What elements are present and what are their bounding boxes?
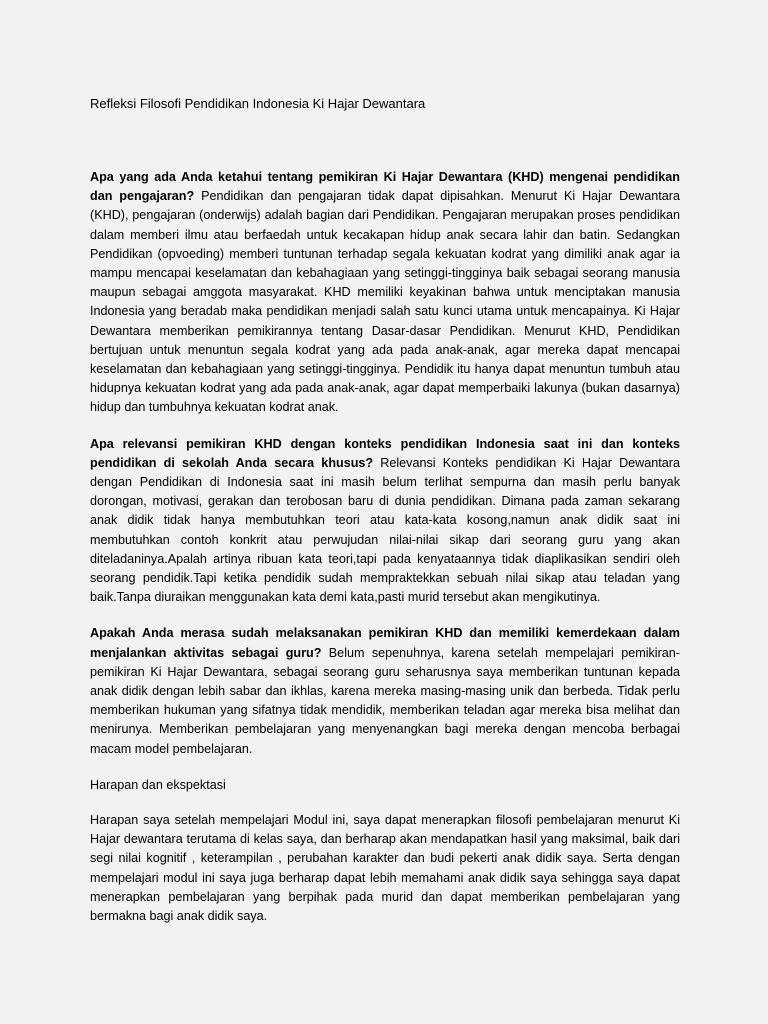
document-title: Refleksi Filosofi Pendidikan Indonesia Ki Hajar Dewantara (90, 96, 426, 111)
paragraph-khd-thoughts (90, 168, 680, 418)
question-relevance: Apa relevansi pemikiran KHD dengan konteks pendidikan Indonesia saat ini dan konteks pendidikan di sekolah Anda secara khusus? (90, 436, 680, 470)
answer-khd-thoughts: Pendidikan dan pengajaran tidak dapat dipisahkan. Menurut Ki Hajar Dewantara (KHD), pengajaran (onderwijs) adalah bagian dari Pendidikan. Pengajaran merupakan proses pendidikan dalam memberi ilmu atau berfaedah untuk kecakapan hidup anak secara lahir dan batin. Sedangkan Pendidikan (opvoeding) memberi tuntunan terhadap segala kekuatan kodrat yang dimiliki anak agar ia mampu mencapai keselamatan dan kebahagiaan yang setinggi-tingginya baik sebagai seorang manusia maupun sebagai amggota masyarakat. KHD memiliki keyakinan bahwa untuk menciptakan manusia Indonesia yang beradab maka pendidikan menjadi salah satu kunci utama untuk mencapainya. Ki Hajar Dewantara memberikan pemikirannya tentang Dasar-dasar Pendidikan. Menurut KHD, Pendidikan bertujuan untuk menuntun segala kodrat yang ada pada anak-anak, agar mereka dapat mencapai keselamatan dan kebahagiaan yang setinggi-tingginya. Pendidik itu hanya dapat menuntun tumbuh atau hidupnya kekuatan kodrat yang ada pada anak-anak, agar dapat memperbaiki lakunya (bukan dasarnya) hidup dan tumbuhnya kekuatan kodrat anak. (90, 189, 680, 415)
document-body (90, 95, 680, 943)
answer-implementation: Belum sepenuhnya, karena setelah mempelajari pemikiran-pemikiran Ki Hajar Dewantara, sebagai seorang guru seharusnya saya memberikan tuntunan kepada anak didik dengan lebih sabar dan ikhlas, karena mereka masing-masing unik dan berbeda. Tidak perlu memberikan hukuman yang sifatnya tidak mendidik, memberikan teladan agar mereka bisa melihat dan menirunya. Memberikan pembelajaran yang menyenangkan bagi mereka dengan mencoba berbagai macam model pembelajaran. (90, 645, 680, 756)
question-implementation: Apakah Anda merasa sudah melaksanakan pemikiran KHD dan memiliki kemerdekaan dalam menjalankan aktivitas sebagai guru? (90, 626, 680, 660)
answer-relevance: Relevansi Konteks pendidikan Ki Hajar Dewantara dengan Pendidikan di Indonesia saat ini masih belum terlihat sempurna dan masih perlu banyak dorongan, motivasi, gerakan dan terobosan baru di dunia pendidikan. Dimana pada zaman sekarang anak didik tidak hanya membutuhkan teori atau kata-kata kosong,namun anak didik saat ini membutuhkan contoh konkrit atau perwujudan nilai-nilai sikap dari seorang guru yang akan diteladaninya.Apalah artinya ribuan kata teori,tapi pada kenyataannya tidak diaplikasikan sendiri oleh seorang pendidik.Tapi ketika pendidik sudah mempraktekkan sebuah nilai sikap atau teladan yang baik.Tanpa diuraikan menggunakan kata demi kata,pasti murid tersebut akan mengikutinya. (90, 455, 680, 605)
section-heading-expectations: Harapan dan ekspektasi (90, 777, 226, 792)
paragraph-implementation (90, 624, 680, 758)
paragraph-expectations: Harapan saya setelah mempelajari Modul ini, saya dapat menerapkan filosofi pembelajaran menurut Ki Hajar dewantara terutama di kelas saya, dan berharap akan mendapatkan hasil yang maksimal, baik dari segi nilai kognitif , keterampilan , perubahan karakter dan budi pekerti anak didik saya. Serta dengan mempelajari modul ini saya juga berharap dapat lebih memahami anak didik saya sehingga saya dapat menerapkan pembelajaran yang berpihak pada murid dan dapat memberikan pembelajaran yang bermakna bagi anak didik saya. (90, 812, 680, 923)
paragraph-relevance (90, 435, 680, 608)
question-khd-thoughts: Apa yang ada Anda ketahui tentang pemikiran Ki Hajar Dewantara (KHD) mengenai pendidikan dan pengajaran? (90, 170, 680, 204)
